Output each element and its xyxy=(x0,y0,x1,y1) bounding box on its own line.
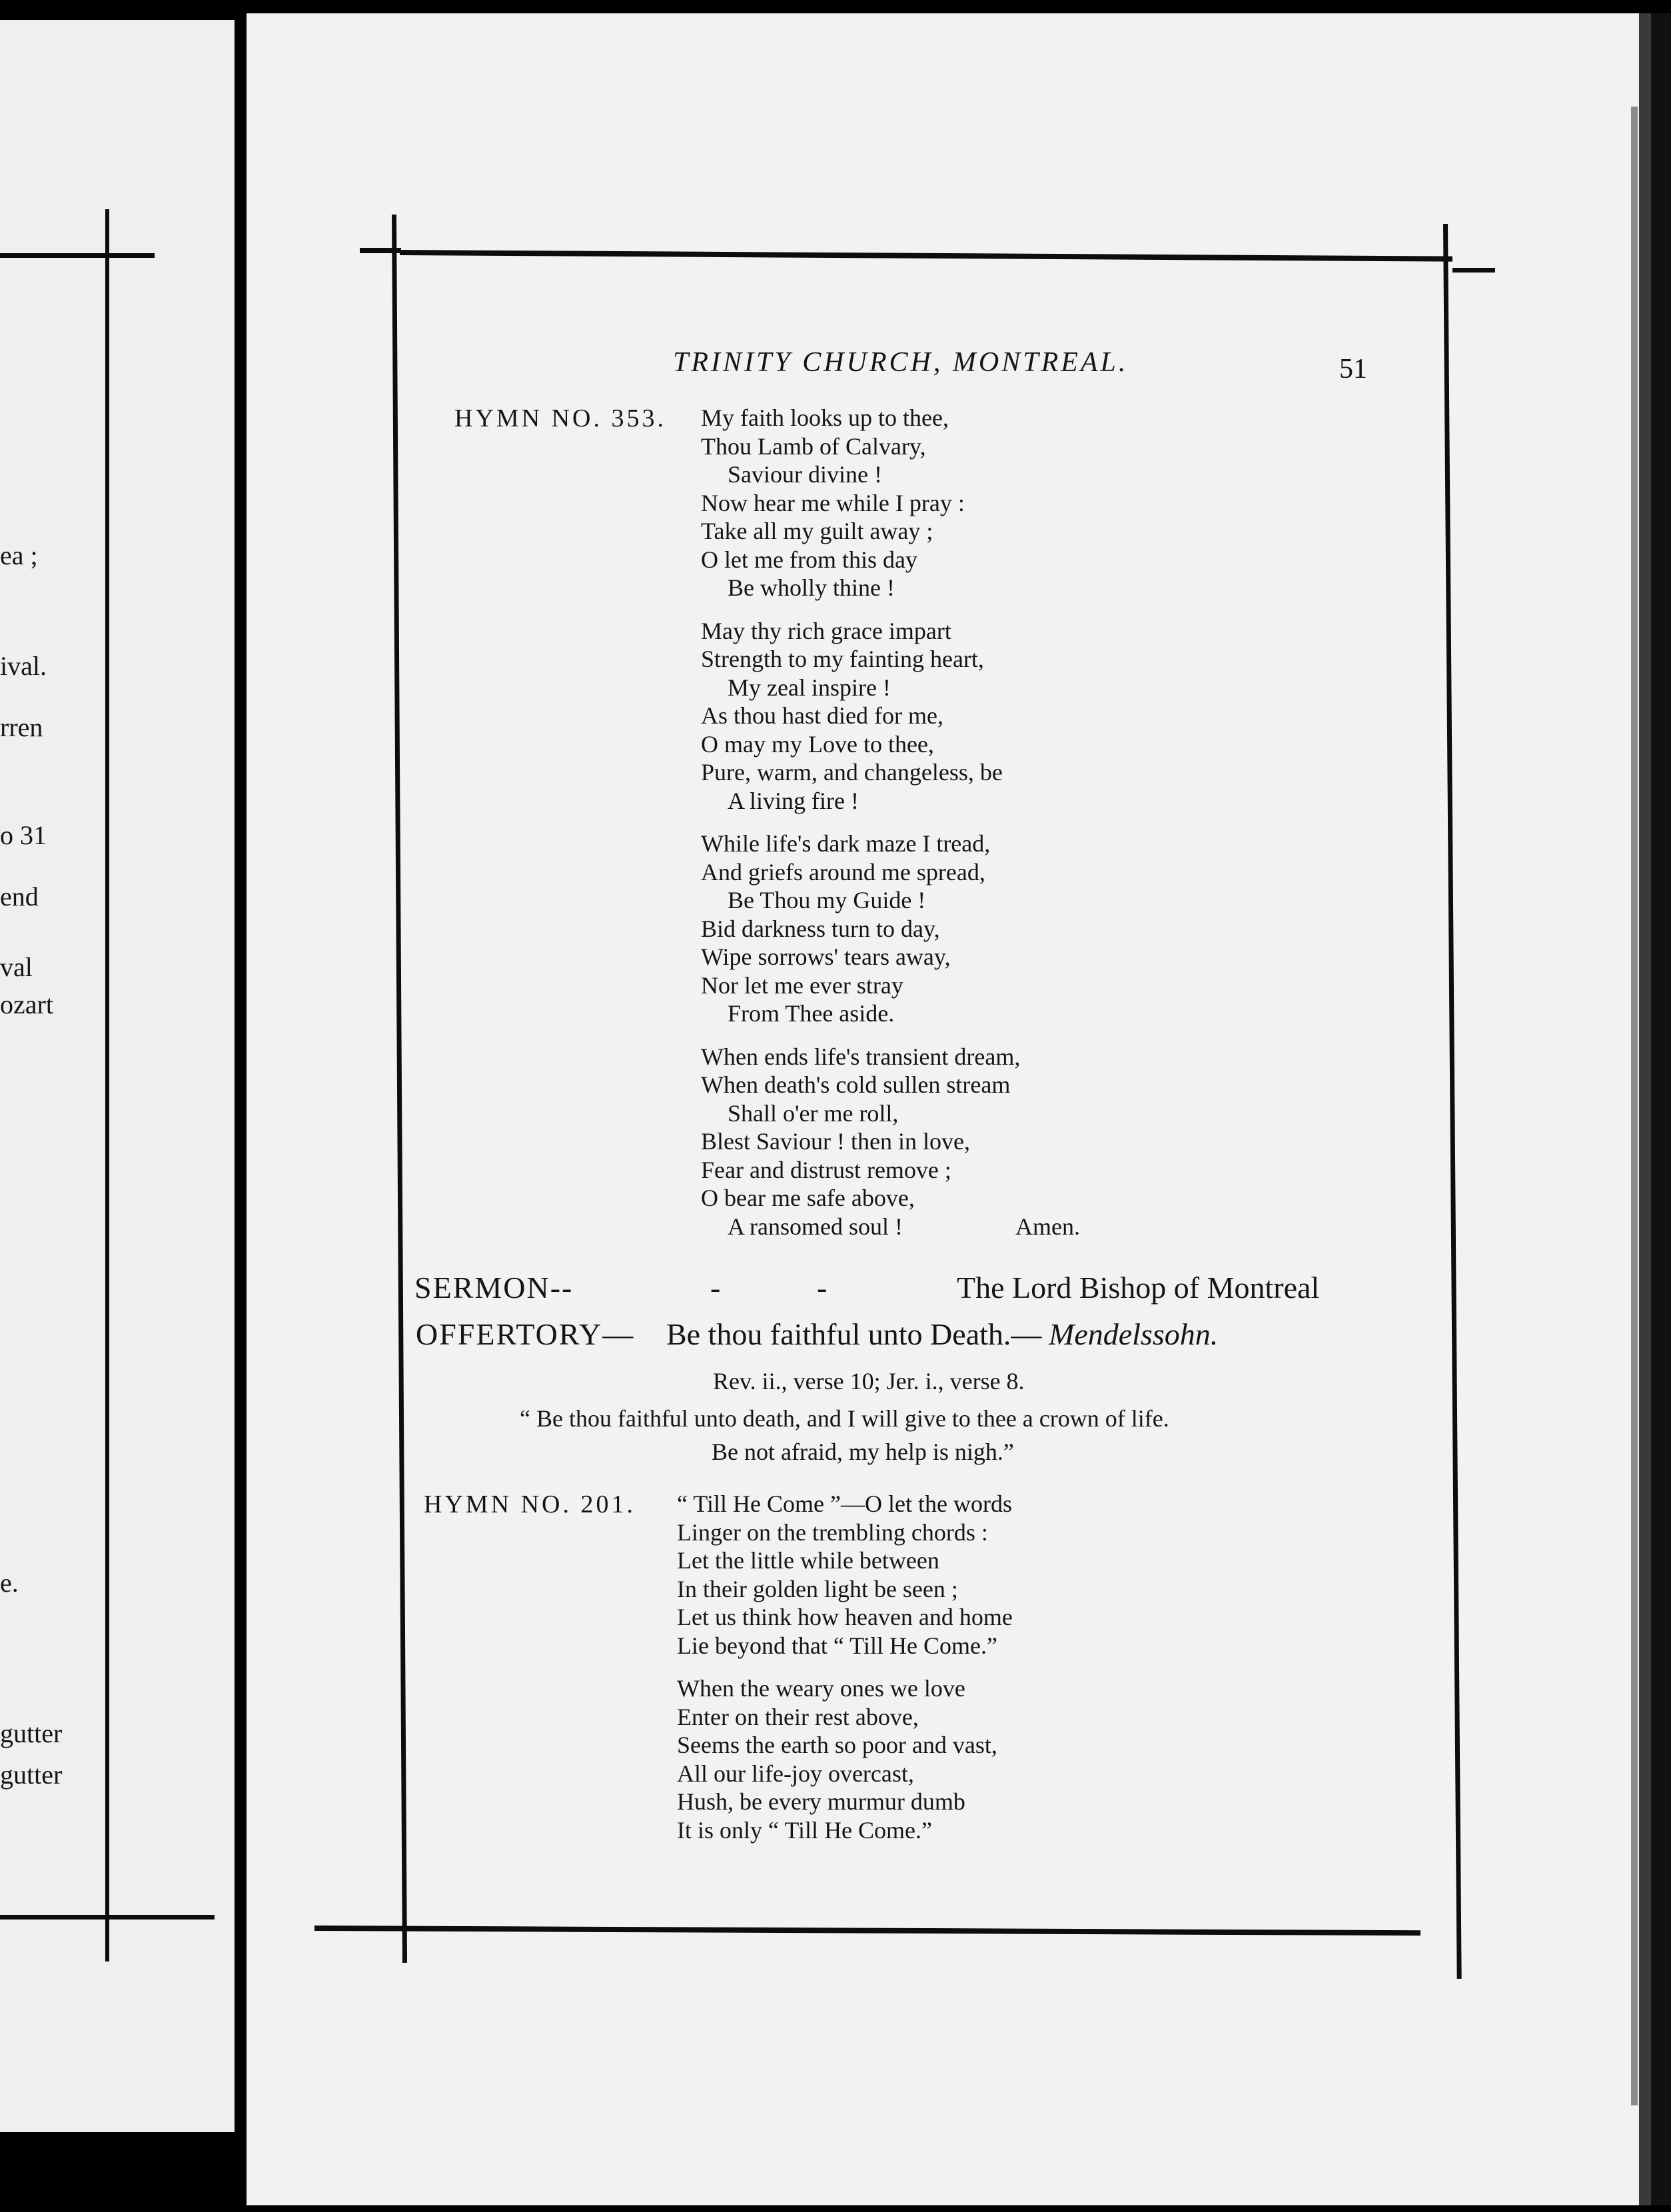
verse-line: Seems the earth so poor and vast, xyxy=(677,1732,997,1758)
verse-line: Linger on the trembling chords : xyxy=(677,1518,988,1546)
verse-line: Now hear me while I pray : xyxy=(701,489,965,516)
hymn-201-label: HYMN NO. 201. xyxy=(424,1490,636,1518)
verse-line: While life's dark maze I tread, xyxy=(701,830,991,857)
verse-line: From Thee aside. xyxy=(728,1000,895,1027)
left-frame-vertical-rule xyxy=(105,209,109,1961)
verse-line: Pure, warm, and changeless, be xyxy=(701,759,1003,786)
left-fragment: o 31 xyxy=(0,820,47,850)
verse-line: O may my Love to thee, xyxy=(701,730,934,758)
running-title: TRINITY CHURCH, MONTREAL. xyxy=(673,347,1129,378)
verse-line: “ Till He Come ”—O let the words xyxy=(677,1490,1012,1517)
hymn-201-stanza-1 xyxy=(677,1490,1013,1660)
verse-line: All our life-joy overcast, xyxy=(677,1760,914,1787)
left-page xyxy=(0,20,235,2132)
hymn-353-stanza-1 xyxy=(701,404,1020,602)
verse-line: Thou Lamb of Calvary, xyxy=(701,432,926,460)
verse-line: Strength to my fainting heart, xyxy=(701,646,984,672)
offertory-title: Be thou faithful unto Death.— xyxy=(666,1317,1042,1351)
verse-line: May thy rich grace impart xyxy=(701,617,951,644)
left-fragment: e. xyxy=(0,1568,19,1598)
scripture-quote-line: “ Be thou faithful unto death, and I will give to thee a crown of life. xyxy=(520,1405,1169,1432)
sermon-dash: - xyxy=(817,1271,828,1305)
verse-line: Wipe sorrows' tears away, xyxy=(701,943,951,970)
verse-line: Nor let me ever stray xyxy=(701,971,903,999)
verse-line: Be Thou my Guide ! xyxy=(728,887,926,913)
verse-line: When ends life's transient dream, xyxy=(701,1043,1021,1070)
sermon-label: SERMON-- xyxy=(414,1271,574,1305)
verse-line: When the weary ones we love xyxy=(677,1675,965,1702)
amen: Amen. xyxy=(1015,1213,1080,1240)
left-fragment: rren xyxy=(0,712,43,742)
left-fragment: gutter xyxy=(0,1718,63,1748)
verse-line: Saviour divine ! xyxy=(728,461,882,488)
verse-line: Let us think how heaven and home xyxy=(677,1604,1013,1630)
verse-line: My faith looks up to thee, xyxy=(701,404,949,431)
left-fragment: end xyxy=(0,881,39,911)
hymn-201-stanza-2 xyxy=(677,1674,1013,1844)
verse-line: Enter on their rest above, xyxy=(677,1703,919,1730)
page-edge xyxy=(1639,13,1651,2205)
page-edge xyxy=(1651,13,1671,2205)
verse-line: O let me from this day xyxy=(701,546,917,573)
offertory-composer: Mendelssohn. xyxy=(1049,1317,1219,1351)
verse-line: O bear me safe above, xyxy=(701,1185,915,1211)
verse-line: A ransomed soul ! xyxy=(728,1213,903,1240)
sermon-preacher: The Lord Bishop of Montreal xyxy=(957,1271,1320,1305)
verse-line: In their golden light be seen ; xyxy=(677,1575,958,1602)
scripture-quote-line: Be not afraid, my help is nigh.” xyxy=(712,1438,1014,1465)
verse-line: Let the little while between xyxy=(677,1547,939,1574)
left-fragment: ival. xyxy=(0,651,47,681)
hymn-353-stanza-4 xyxy=(701,1043,1020,1241)
verse-line: Bid darkness turn to day, xyxy=(701,915,940,942)
verse-line: It is only “ Till He Come.” xyxy=(677,1816,933,1844)
verse-line: When death's cold sullen stream xyxy=(701,1071,1011,1098)
offertory-label: OFFERTORY— xyxy=(416,1317,635,1351)
hymn-353-stanza-2 xyxy=(701,617,1020,816)
verse-line: Blest Saviour ! then in love, xyxy=(701,1128,970,1155)
sermon-dash: - xyxy=(710,1271,721,1305)
hymn-353-verses xyxy=(701,404,1020,1255)
verse-line: Hush, be every murmur dumb xyxy=(677,1788,965,1815)
scripture-reference: Rev. ii., verse 10; Jer. i., verse 8. xyxy=(713,1368,1025,1394)
frame-top-right-tick xyxy=(1452,268,1495,273)
verse-line: Shall o'er me roll, xyxy=(728,1099,899,1127)
hymn-353-label: HYMN NO. 353. xyxy=(454,404,666,432)
verse-line: Lie beyond that “ Till He Come.” xyxy=(677,1632,997,1659)
left-fragment: ea ; xyxy=(0,540,38,570)
left-fragment: ozart xyxy=(0,989,53,1019)
verse-line: A living fire ! xyxy=(728,787,859,814)
hymn-201-verses xyxy=(677,1490,1013,1859)
verse-line: And griefs around me spread, xyxy=(701,858,985,885)
left-frame-top-rule xyxy=(0,253,155,258)
verse-line: Be wholly thine ! xyxy=(728,574,895,601)
verse-line: My zeal inspire ! xyxy=(728,674,891,701)
verse-line: As thou hast died for me, xyxy=(701,702,943,729)
page-edge xyxy=(1631,107,1638,2105)
hymn-353-stanza-3 xyxy=(701,830,1020,1028)
verse-line: Take all my guilt away ; xyxy=(701,518,933,544)
left-fragment: val xyxy=(0,952,33,982)
page-number: 51 xyxy=(1339,354,1367,384)
verse-line: Fear and distrust remove ; xyxy=(701,1156,951,1183)
left-fragment: gutter xyxy=(0,1760,63,1790)
